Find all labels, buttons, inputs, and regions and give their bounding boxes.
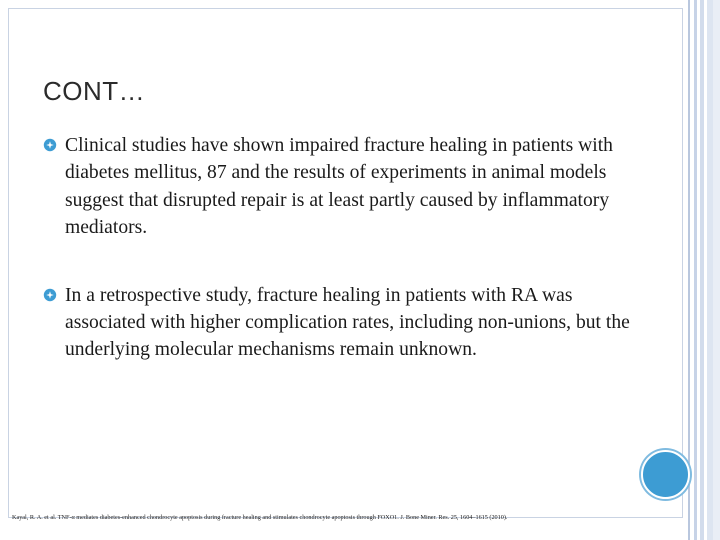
- bullet-text: Clinical studies have shown impaired fracture healing in patients with diabetes mellitus, 87 and the results of experiments in animal models suggest that disrupted repair is at least partly caused by inflammatory mediators.: [65, 135, 613, 239]
- citation: Kayal, R. A. et al. TNF-α mediates diabetes-enhanced chondrocyte apoptosis during fracture healing and stimulates chondrocyte apoptosis through FOXO1. J. Bone Miner. Res. 25, 1604–1615 (2010).: [12, 514, 508, 521]
- bullet-icon: [43, 288, 57, 302]
- decorative-circle: [641, 450, 690, 499]
- bullet-list: [43, 132, 643, 364]
- slide-title: CONT…: [43, 76, 146, 106]
- right-decorative-stripes: [688, 0, 720, 540]
- bullet-icon: [43, 138, 57, 152]
- bullet-item: [43, 282, 643, 364]
- bullet-text: In a retrospective study, fracture healing in patients with RA was associated with higher complication rates, including non-unions, but the underlying molecular mechanisms remain unknown.: [65, 284, 630, 361]
- bullet-item: [43, 132, 643, 242]
